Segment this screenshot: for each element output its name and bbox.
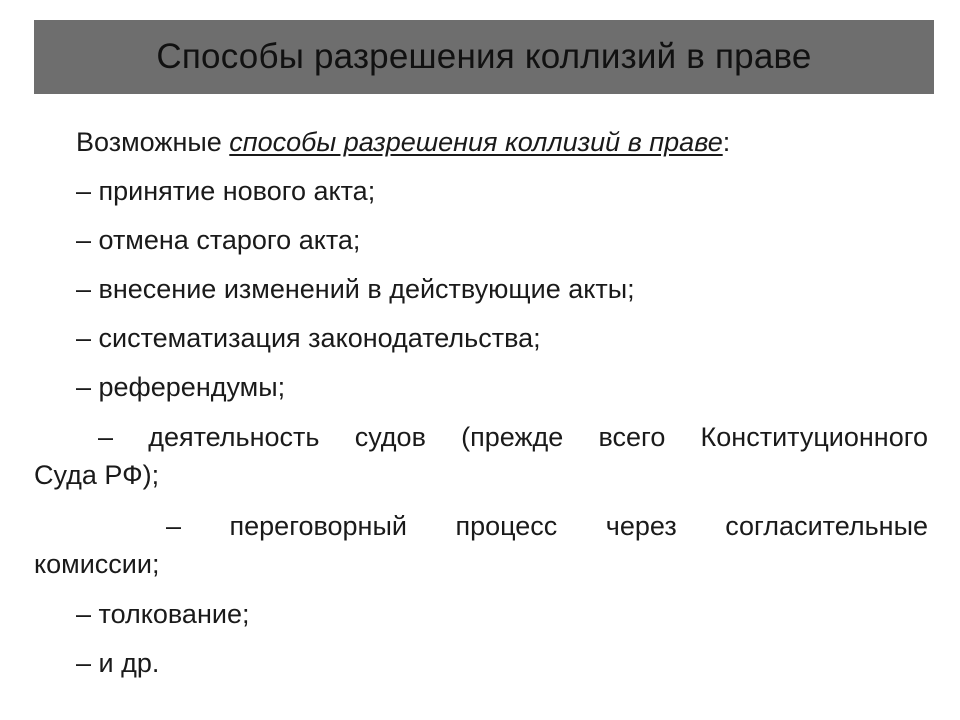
list-item: – отмена старого акта;	[76, 225, 361, 255]
slide-title: Способы разрешения коллизий в праве	[156, 37, 812, 76]
list-item: – принятие нового акта;	[76, 176, 376, 206]
intro-emphasis: способы разрешения коллизий в праве	[229, 127, 723, 157]
list-item-courts	[34, 418, 928, 494]
list-item-negotiation	[34, 507, 928, 583]
list-item-negotiation-line1: – переговорный процесс через согласительные	[166, 511, 928, 541]
list-item: – и др.	[76, 648, 160, 678]
list-item: – толкование;	[76, 599, 250, 629]
list-item-courts-line1: – деятельность судов (прежде всего Конституционного	[98, 422, 928, 452]
intro-suffix: :	[722, 127, 731, 157]
list-item: – внесение изменений в действующие акты;	[76, 274, 635, 304]
slide-content	[34, 124, 928, 694]
title-bar	[34, 20, 934, 94]
list-item: – систематизация законодательства;	[76, 323, 541, 353]
list-item-negotiation-line2: комиссии;	[34, 549, 160, 579]
intro-line	[34, 124, 928, 160]
list-item-courts-line2: Суда РФ);	[34, 460, 160, 490]
intro-prefix: Возможные	[76, 127, 230, 157]
list-item: – референдумы;	[76, 372, 286, 402]
